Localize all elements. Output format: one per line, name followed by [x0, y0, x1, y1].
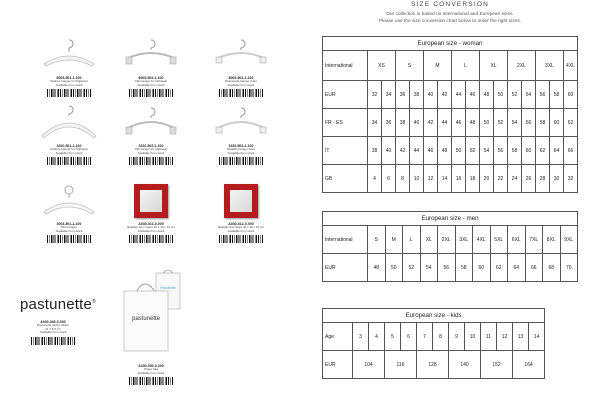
table-cell: 4 [368, 165, 382, 193]
table-cell: S [368, 226, 386, 254]
table-cell: 5XL [490, 226, 508, 254]
table-cell: 6 [382, 165, 396, 193]
table-cell: 38 [368, 137, 382, 165]
table-cell: 46 [452, 109, 466, 137]
row-label: FR - ES [323, 109, 368, 137]
product-code: 8005-501-1-100 [56, 76, 82, 80]
product-desc: Clothes hanger for highwear [50, 147, 88, 151]
table-cell: 66 [564, 137, 578, 165]
table-cell: 56 [438, 254, 456, 282]
table-cell: 36 [382, 109, 396, 137]
row-label: EUR [323, 351, 353, 379]
table-cell: 62 [564, 109, 578, 137]
table-row [323, 165, 578, 193]
table-cell: 42 [438, 81, 452, 109]
table-cell: 58 [536, 109, 550, 137]
product-desc: Pastunette hanger foam [224, 79, 258, 83]
table-cell: 5 [385, 323, 401, 351]
table-cell: 4XL [473, 226, 491, 254]
table-cell: 12 [424, 165, 438, 193]
product-availability: Available from stock [39, 330, 67, 335]
table-cell: 44 [410, 137, 424, 165]
product-desc: Clip hanger for highwear [134, 79, 168, 83]
product-item[interactable] [120, 180, 182, 243]
table-cell: 3XL [536, 51, 564, 81]
table-cell: 38 [396, 109, 410, 137]
product-code: A030-511-0-000 [138, 222, 164, 226]
product-desc: Reliable hanger foam [226, 147, 256, 151]
product-desc: Reliable box large 40 x 40 x 10 cm [217, 225, 265, 229]
product-availability: Available from stock [55, 82, 83, 87]
table-cell: M [424, 51, 452, 81]
product-item[interactable] [120, 102, 182, 165]
clip-hanger-image [210, 34, 272, 74]
brand-logo: pastunette® [20, 296, 96, 313]
product-desc: Mini hanger [61, 225, 77, 229]
product-code: A030-500-0-000 [138, 364, 164, 368]
product-item[interactable] [210, 34, 272, 97]
size-conversion-section [300, 0, 600, 400]
barcode [129, 157, 173, 165]
product-item[interactable] [210, 102, 272, 165]
table-cell: 26 [522, 165, 536, 193]
product-item[interactable] [38, 180, 100, 243]
table-cell: 60 [550, 109, 564, 137]
product-code: 8005-502-1-100 [138, 76, 164, 80]
row-label: International [323, 51, 368, 81]
product-availability: Available from stock [137, 228, 165, 233]
table-row [323, 254, 578, 282]
table-cell: 54 [522, 81, 536, 109]
product-code: 3220-501-1-100 [56, 144, 82, 148]
table-cell: 52 [494, 109, 508, 137]
size-table-kids [322, 308, 545, 379]
table-cell: 54 [420, 254, 438, 282]
table-cell: 7XL [525, 226, 543, 254]
table-cell: 152 [481, 351, 513, 379]
table-cell: 50 [385, 254, 403, 282]
product-desc: Clip hanger for highwear [134, 147, 168, 151]
barcode [129, 377, 173, 385]
table-cell: 20 [480, 165, 494, 193]
table-cell: 58 [455, 254, 473, 282]
table-cell: 42 [396, 137, 410, 165]
barcode [31, 337, 75, 345]
table-cell: 140 [449, 351, 481, 379]
table-cell: 60 [522, 137, 536, 165]
product-availability: Available from stock [227, 82, 255, 87]
table-cell: 13 [513, 323, 529, 351]
table-caption: European size - men [323, 212, 578, 226]
svg-text:Pastunette: Pastunette [160, 286, 176, 290]
barcode [219, 89, 263, 97]
product-desc: Pastunette sticky sticker [36, 323, 70, 327]
barcode [47, 89, 91, 97]
table-cell: 30 [550, 165, 564, 193]
table-cell: 54 [480, 137, 494, 165]
product-desc: Clothes hanger for highwear [50, 79, 88, 83]
size-table-woman [322, 36, 578, 193]
table-cell: 10 [465, 323, 481, 351]
table-cell: 12 [497, 323, 513, 351]
table-cell: 3XL [455, 226, 473, 254]
table-cell: 52 [403, 254, 421, 282]
mini-hanger-image [38, 180, 100, 220]
table-cell: 32 [564, 165, 578, 193]
table-cell: 70 [560, 254, 578, 282]
hanger-image [38, 34, 100, 74]
table-cell: 68 [543, 254, 561, 282]
table-cell: 40 [382, 137, 396, 165]
product-desc: Paper bag [144, 367, 158, 371]
table-cell: 56 [494, 137, 508, 165]
table-cell: 48 [438, 137, 452, 165]
row-label: International [323, 226, 368, 254]
table-row [323, 81, 578, 109]
table-cell: 6 [401, 323, 417, 351]
product-availability: Available from stock [55, 228, 83, 233]
table-cell: M [385, 226, 403, 254]
table-cell: 62 [490, 254, 508, 282]
product-availability: Available from stock [55, 150, 83, 155]
table-cell: 16 [452, 165, 466, 193]
page-title: SIZE CONVERSION [411, 1, 489, 8]
table-cell: 32 [368, 81, 382, 109]
barcode [129, 89, 173, 97]
table-cell: 6XL [508, 226, 526, 254]
product-code: 3003-501-1-100 [56, 222, 82, 226]
table-cell: XL [480, 51, 508, 81]
table-row [323, 137, 578, 165]
table-cell: XS [368, 51, 396, 81]
table-row [323, 226, 578, 254]
product-item[interactable] [210, 180, 272, 243]
product-size: 21 x 5,5 cm [45, 326, 61, 331]
table-cell: 14 [529, 323, 545, 351]
table-caption: European size - woman [323, 37, 578, 51]
table-row [323, 351, 545, 379]
product-availability: Available from stock [227, 228, 255, 233]
product-item[interactable] [120, 34, 182, 97]
table-cell: 128 [417, 351, 449, 379]
table-cell: 46 [424, 137, 438, 165]
table-cell: 50 [480, 109, 494, 137]
size-table-men [322, 211, 578, 282]
table-cell: 48 [480, 81, 494, 109]
table-cell: 28 [536, 165, 550, 193]
gift-box-image [210, 180, 272, 220]
table-cell: 62 [536, 137, 550, 165]
svg-text:pastunette: pastunette [131, 316, 161, 322]
table-cell: 56 [522, 109, 536, 137]
table-cell: 54 [508, 109, 522, 137]
table-cell: 9 [449, 323, 465, 351]
paper-bag-image [120, 265, 180, 361]
table-cell: 64 [550, 137, 564, 165]
product-code: 8005-503-1-100 [228, 76, 254, 80]
gift-box-image [120, 180, 182, 220]
table-caption: European size - kids [323, 309, 545, 323]
barcode [47, 235, 91, 243]
row-label: Age [323, 323, 353, 351]
clip-hanger-image [120, 102, 182, 142]
table-cell: 58 [508, 137, 522, 165]
product-availability: Available from stock [137, 370, 165, 375]
table-cell: 50 [452, 137, 466, 165]
clip-hanger-image [120, 34, 182, 74]
product-availability: Available from stock [227, 150, 255, 155]
table-cell: 40 [410, 109, 424, 137]
row-label: EUR [323, 81, 368, 109]
barcode [47, 157, 91, 165]
table-cell: 44 [438, 109, 452, 137]
table-cell: 8 [433, 323, 449, 351]
table-cell: 4XL [564, 51, 578, 81]
row-label: EUR [323, 254, 368, 282]
product-availability: Available from stock [137, 150, 165, 155]
table-cell: 38 [410, 81, 424, 109]
product-code: A030-303-0-000 [40, 320, 66, 324]
table-row [323, 51, 578, 81]
table-cell: 14 [438, 165, 452, 193]
table-cell: 52 [466, 137, 480, 165]
table-row [323, 109, 578, 137]
table-cell: 60 [473, 254, 491, 282]
product-desc: Reliable box cream 40 x 40 x 10 cm [127, 225, 175, 229]
table-cell: 40 [424, 81, 438, 109]
table-cell: 2XL [438, 226, 456, 254]
table-cell: L [452, 51, 480, 81]
table-cell: 164 [513, 351, 545, 379]
table-row [323, 323, 545, 351]
intro-text: Our collection is based on international and European sizes. Please use the size conversion chart below to order the right sizes. [378, 12, 522, 24]
product-item[interactable] [22, 318, 84, 345]
table-cell: 9XL [560, 226, 578, 254]
table-cell: 3 [353, 323, 369, 351]
table-cell: 10 [410, 165, 424, 193]
table-cell: 24 [508, 165, 522, 193]
table-cell: 56 [536, 81, 550, 109]
table-cell: 11 [481, 323, 497, 351]
product-code: 3220-503-1-100 [228, 144, 254, 148]
table-cell: 34 [368, 109, 382, 137]
table-cell: 58 [550, 81, 564, 109]
product-item[interactable] [120, 362, 182, 385]
product-availability: Available from stock [137, 82, 165, 87]
table-cell: 7 [417, 323, 433, 351]
table-cell: 50 [494, 81, 508, 109]
table-cell: 2XL [508, 51, 536, 81]
table-cell: 116 [385, 351, 417, 379]
table-cell: S [396, 51, 424, 81]
table-cell: 22 [494, 165, 508, 193]
product-item[interactable] [38, 34, 100, 97]
product-code: A030-512-0-000 [228, 222, 254, 226]
table-cell: 48 [368, 254, 386, 282]
table-cell: 36 [396, 81, 410, 109]
barcode [219, 157, 263, 165]
product-code: 3220-502-1-100 [138, 144, 164, 148]
table-cell: 46 [466, 81, 480, 109]
table-cell: 44 [452, 81, 466, 109]
table-cell: 8 [396, 165, 410, 193]
table-cell: L [403, 226, 421, 254]
clip-hanger-image [210, 102, 272, 142]
table-cell: 64 [508, 254, 526, 282]
table-cell: 52 [508, 81, 522, 109]
table-cell: 66 [525, 254, 543, 282]
table-cell: XL [420, 226, 438, 254]
hanger-image [38, 102, 100, 142]
product-item[interactable] [38, 102, 100, 165]
table-cell: 8XL [543, 226, 561, 254]
row-label: GB [323, 165, 368, 193]
table-cell: 34 [382, 81, 396, 109]
table-cell: 104 [353, 351, 385, 379]
barcode [219, 235, 263, 243]
table-cell: 18 [466, 165, 480, 193]
table-cell: 48 [466, 109, 480, 137]
table-cell: 4 [369, 323, 385, 351]
table-cell: 60 [564, 81, 578, 109]
barcode [129, 235, 173, 243]
table-cell: 42 [424, 109, 438, 137]
row-label: IT [323, 137, 368, 165]
